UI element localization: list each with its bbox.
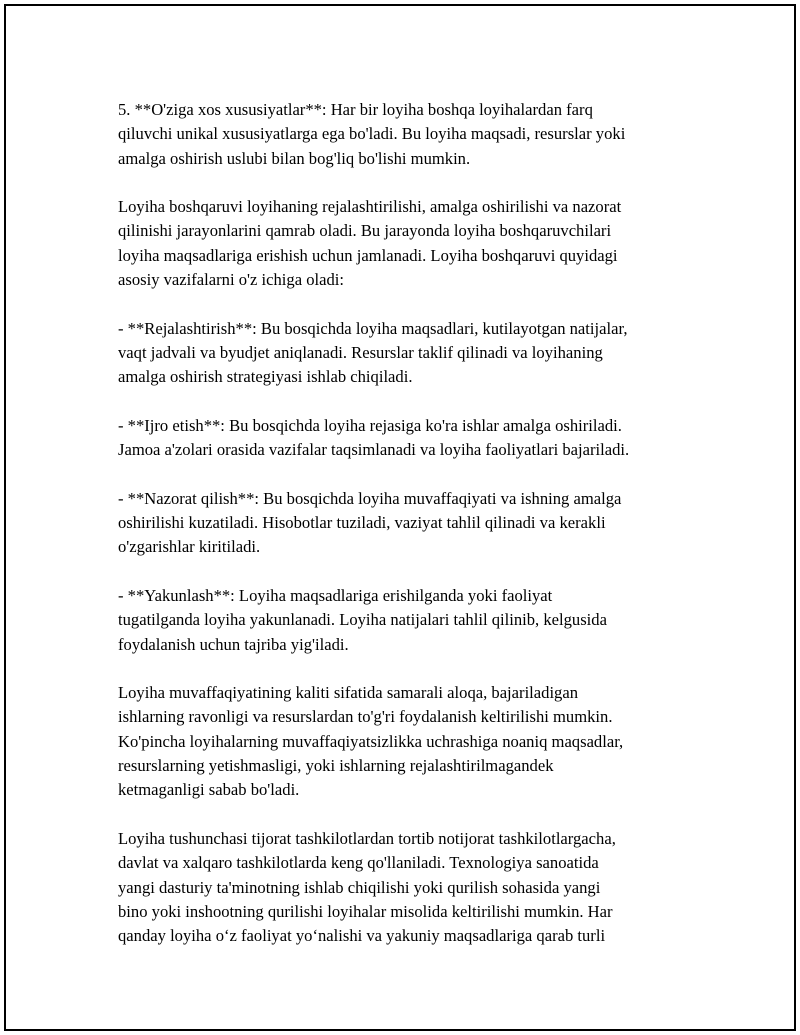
text-line: o'zgarishlar kiritiladi.	[118, 537, 261, 557]
page-frame	[4, 4, 796, 1031]
text-line: vaqt jadvali va byudjet aniqlanadi. Resurslar taklif qilinadi va loyihaning	[118, 342, 603, 362]
text-line: - **Ijro etish**: Bu bosqichda loyiha rejasiga ko'ra ishlar amalga oshiriladi.	[118, 415, 622, 435]
text-line: qanday loyiha o‘z faoliyat yo‘nalishi va yakuniy maqsadlariga qarab turli	[118, 926, 606, 946]
paragraph-success-factors	[118, 681, 718, 802]
text-line: amalga oshirish uslubi bilan bog'liq bo'lishi mumkin.	[118, 148, 471, 168]
text-line: - **Nazorat qilish**: Bu bosqichda loyiha muvaffaqiyati va ishning amalga	[118, 488, 622, 508]
text-line: Loyiha boshqaruvi loyihaning rejalashtirilishi, amalga oshirilishi va nazorat	[118, 197, 622, 217]
text-line: 5. **O'ziga xos xususiyatlar**: Har bir loyiha boshqa loyihalardan farq	[118, 100, 593, 119]
text-line: davlat va xalqaro tashkilotlarda keng qo'llaniladi. Texnologiya sanoatida	[118, 853, 599, 873]
paragraph-planning	[118, 317, 718, 390]
text-line: oshirilishi kuzatiladi. Hisobotlar tuziladi, vaziyat tahlil qilinadi va kerakli	[118, 513, 606, 533]
text-line: - **Rejalashtirish**: Bu bosqichda loyiha maqsadlari, kutilayotgan natijalar,	[118, 318, 628, 338]
text-line: tugatilganda loyiha yakunlanadi. Loyiha natijalari tahlil qilinib, kelgusida	[118, 610, 607, 630]
paragraph-unique-features	[118, 98, 718, 171]
paragraph-project-concept	[118, 827, 718, 948]
text-line: resurslarning yetishmasligi, yoki ishlarning rejalashtirilmagandek	[118, 756, 554, 776]
paragraph-execution	[118, 414, 718, 463]
text-line: Jamoa a'zolari orasida vazifalar taqsimlanadi va loyiha faoliyatlari bajariladi.	[118, 440, 630, 460]
text-line: foydalanish uchun tajriba yig'iladi.	[118, 634, 349, 654]
text-line: Loyiha muvaffaqiyatining kaliti sifatida samarali aloqa, bajariladigan	[118, 683, 579, 703]
text-line: loyiha maqsadlariga erishish uchun jamlanadi. Loyiha boshqaruvi quyidagi	[118, 245, 618, 265]
paragraph-monitoring	[118, 487, 718, 560]
text-line: Ko'pincha loyihalarning muvaffaqiyatsizlikka uchrashiga noaniq maqsadlar,	[118, 731, 624, 751]
text-line: Loyiha tushunchasi tijorat tashkilotlardan tortib notijorat tashkilotlargacha,	[118, 828, 616, 848]
text-line: ketmaganligi sabab bo'ladi.	[118, 780, 300, 800]
text-line: ishlarning ravonligi va resurslardan to'g'ri foydalanish keltirilishi mumkin.	[118, 707, 613, 727]
text-line: - **Yakunlash**: Loyiha maqsadlariga erishilganda yoki faoliyat	[118, 585, 553, 605]
document-body	[118, 98, 718, 948]
paragraph-closing	[118, 584, 718, 657]
paragraph-project-management	[118, 195, 718, 292]
text-line: asosiy vazifalarni o'z ichiga oladi:	[118, 270, 345, 290]
text-line: bino yoki inshootning qurilishi loyihalar misolida keltirilishi mumkin. Har	[118, 901, 613, 921]
text-line: qiluvchi unikal xususiyatlarga ega bo'ladi. Bu loyiha maqsadi, resurslar yoki	[118, 124, 626, 144]
text-line: qilinishi jarayonlarini qamrab oladi. Bu jarayonda loyiha boshqaruvchilari	[118, 221, 612, 241]
text-line: yangi dasturiy ta'minotning ishlab chiqilishi yoki qurilish sohasida yangi	[118, 877, 601, 897]
text-line: amalga oshirish strategiyasi ishlab chiqiladi.	[118, 367, 413, 387]
